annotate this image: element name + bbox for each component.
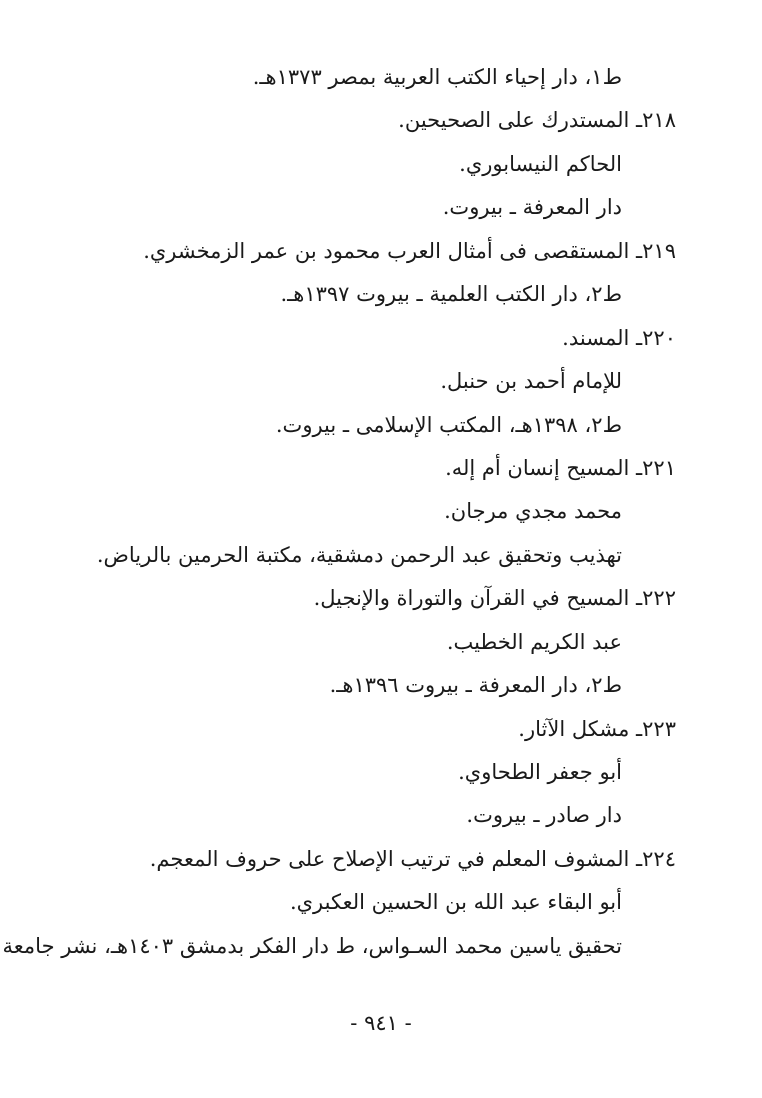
entry-223-author: أبو جعفر الطحاوي. <box>458 760 622 784</box>
entry-224-title: ٢٢٤ـ المشوف المعلم في ترتيب الإصلاح على حروف المعجم. <box>149 847 676 871</box>
entry-222-title: ٢٢٢ـ المسيح في القرآن والتوراة والإنجيل. <box>313 586 676 610</box>
entry-218-author: الحاكم النيسابوري. <box>459 152 622 176</box>
entry-221-editor: تهذيب وتحقيق عبد الرحمن دمشقية، مكتبة الحرمين بالرياض. <box>96 543 622 567</box>
entry-220-edition: ط٢، ١٣٩٨هـ، المكتب الإسلامى ـ بيروت. <box>275 413 622 437</box>
entry-217-edition: ط١، دار إحياء الكتب العربية بمصر ١٣٧٣هـ. <box>252 65 622 89</box>
entry-221-title: ٢٢١ـ المسيح إنسان أم إله. <box>445 456 676 480</box>
entry-218-title: ٢١٨ـ المستدرك على الصحيحين. <box>398 108 676 132</box>
entry-219-edition: ط٢، دار الكتب العلمية ـ بيروت ١٣٩٧هـ. <box>280 282 622 306</box>
entry-223-title: ٢٢٣ـ مشكل الآثار. <box>518 717 676 741</box>
entry-222-author: عبد الكريم الخطيب. <box>446 630 622 654</box>
entry-224-author: أبو البقاء عبد الله بن الحسين العكبري. <box>289 890 622 914</box>
entry-221-author: محمد مجدي مرجان. <box>444 499 622 523</box>
entry-224-editor: تحقيق ياسين محمد السـواس، ط دار الفكر بدمشق ١٤٠٣هـ، نشر جامعة <box>2 934 622 958</box>
entry-219-title: ٢١٩ـ المستقصى فى أمثال العرب محمود بن عمر الزمخشري. <box>143 239 676 263</box>
entry-222-edition: ط٢، دار المعرفة ـ بيروت ١٣٩٦هـ. <box>329 673 622 697</box>
entry-220-title: ٢٢٠ـ المسند. <box>562 326 676 350</box>
page-number: - ٩٤١ - <box>350 1011 412 1035</box>
entry-218-publisher: دار المعرفة ـ بيروت. <box>442 195 622 219</box>
entry-223-publisher: دار صادر ـ بيروت. <box>466 803 622 827</box>
entry-220-author: للإمام أحمد بن حنبل. <box>440 369 622 393</box>
